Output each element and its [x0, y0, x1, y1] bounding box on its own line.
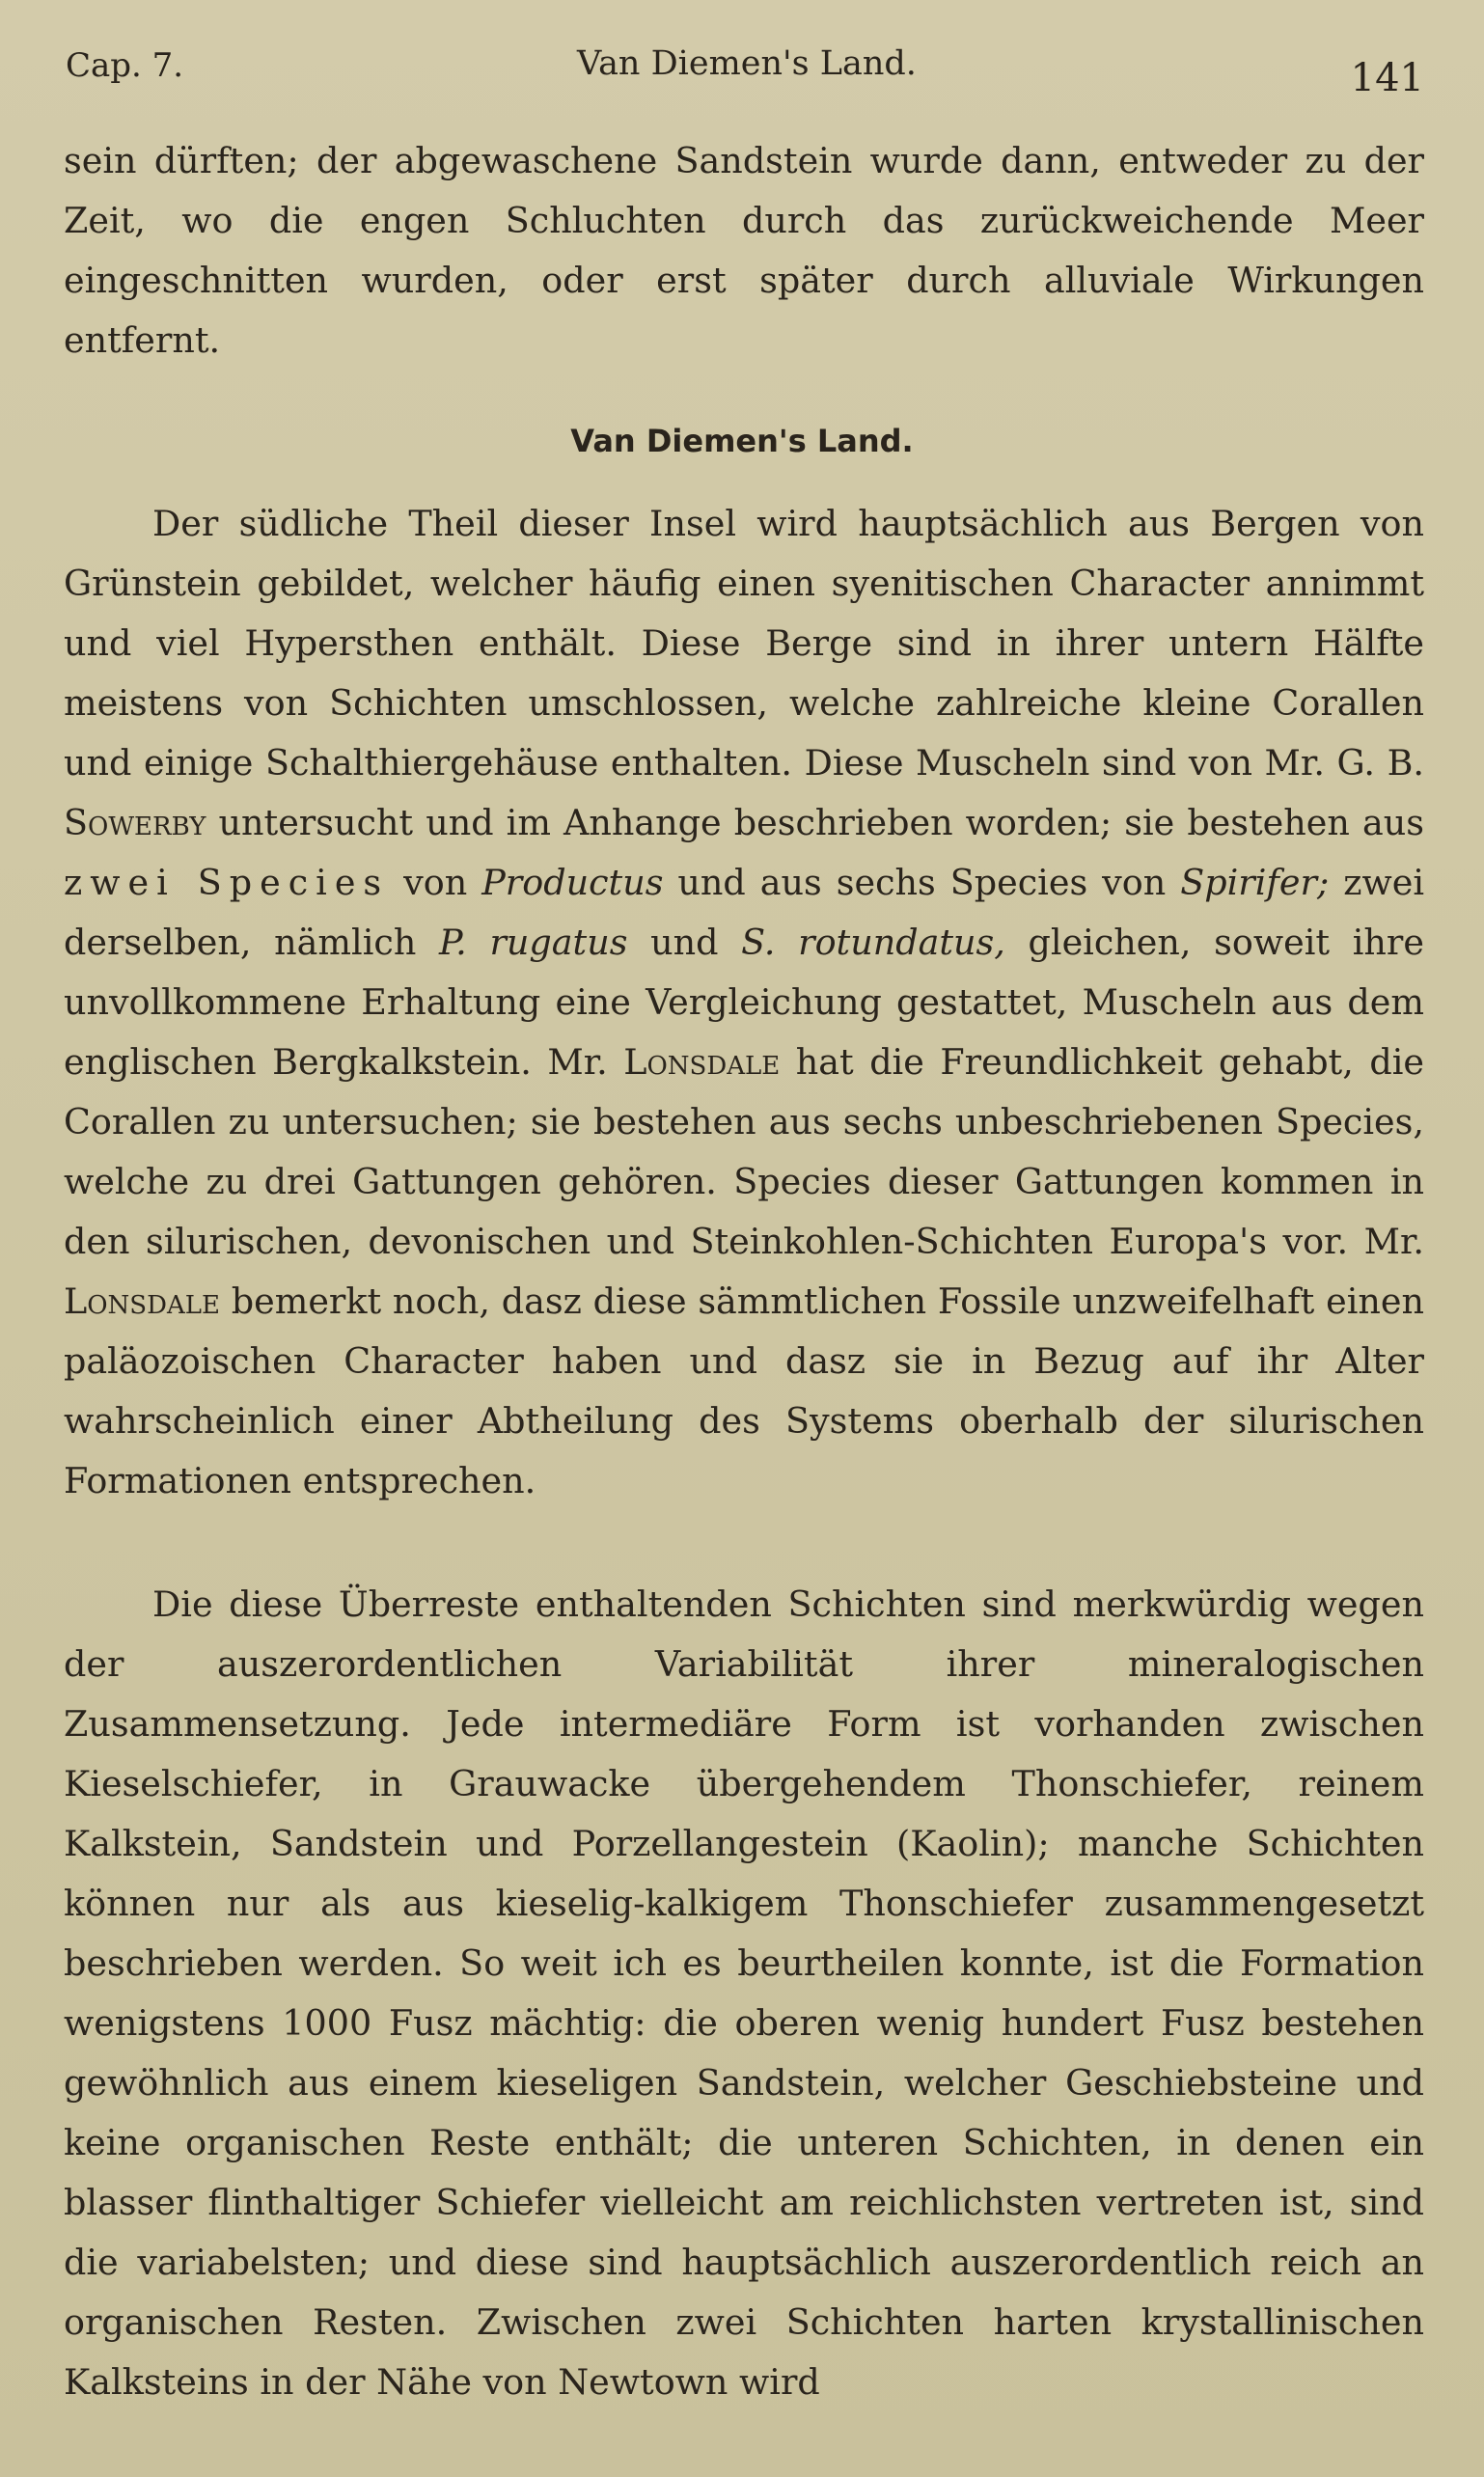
text-run: bemerkt noch, dasz diese sämmtlichen Fossile unzweifelhaft einen paläozoischen Character haben und dasz sie in Bezug auf ihr Alter wahrscheinlich einer Abtheilung des Systems oberhalb der silurischen Formationen entsprechen. [64, 1280, 1424, 1501]
author-name-lonsdale: Lonsdale [623, 1041, 781, 1083]
continued-paragraph: sein dürften; der abgewaschene Sandstein wurde dann, entweder zu der Zeit, wo die engen Schluchten durch das zurückweichende Meer eingeschnitten wurden, oder erst später durch alluviale Wirkungen entfernt. [64, 140, 1424, 361]
text-run: hat die Freundlichkeit gehabt, die Corallen zu untersuchen; sie bestehen aus sechs unbeschriebenen Species, welche zu drei Gattungen gehören. Species dieser Gattungen kommen in den silurischen, devonischen und Steinkohlen-Schichten Europa's vor. Mr. [64, 1041, 1424, 1262]
text-run: zwei derselben, nämlich [64, 862, 1424, 963]
page-header [66, 39, 1424, 106]
chapter-label: Cap. 7. [66, 46, 184, 85]
genus-spirifer: Spirifer; [1180, 862, 1330, 903]
species-p-rugatus: P. rugatus [439, 922, 628, 963]
section-heading: Van Diemen's Land. [570, 423, 914, 459]
text-run: und aus sechs Species von [663, 862, 1181, 903]
running-title: Van Diemen's Land. [577, 44, 917, 83]
text-run: von [389, 862, 482, 903]
genus-productus: Productus [481, 862, 664, 903]
author-name-lonsdale: Lonsdale [64, 1280, 220, 1322]
author-name-sowerby: Sowerby [64, 802, 206, 843]
page-number: 141 [1350, 56, 1424, 100]
spaced-emphasis: zwei Species [64, 862, 390, 903]
paragraph-strata: Die diese Überreste enthaltenden Schichten sind merkwürdig wegen der auszerordentlichen Variabilität ihrer mineralogischen Zusammensetzung. Jede intermediäre Form ist vorhanden zwischen Kieselschiefer, in Grauwacke übergehendem Thonschiefer, reinem Kalkstein, Sandstein und Porzellangestein (Kaolin); manche Schichten können nur als aus kieselig-kalkigem Thonschiefer zusammengesetzt beschrieben werden. So weit ich es beurtheilen konnte, ist die Formation wenigstens 1000 Fusz mächtig: die oberen wenig hundert Fusz bestehen gewöhnlich aus einem kieseligen Sandstein, welcher Geschiebsteine und keine organischen Reste enthält; die unteren Schichten, in denen ein blasser flinthaltiger Schiefer vielleicht am reichlichsten vertreten ist, sind die variabelsten; und diese sind hauptsächlich auszerordentlich reich an organischen Resten. Zwischen zwei Schichten harten krystallinischen Kalksteins in der Nähe von Newtown wird [64, 1583, 1424, 2403]
text-run: Der südliche Theil dieser Insel wird hauptsächlich aus Bergen von Grünstein gebildet, welcher häufig einen syenitischen Character annimmt und viel Hypersthen enthält. Diese Berge sind in ihrer untern Hälfte meistens von Schichten umschlossen, welche zahlreiche kleine Corallen und einige Schalthiergehäuse enthalten. Diese Muscheln sind von Mr. G. B. [64, 503, 1424, 784]
text-run: untersucht und im Anhange beschrieben worden; sie bestehen aus [206, 802, 1424, 843]
species-s-rotundatus: S. rotundatus, [741, 922, 1005, 963]
text-run: gleichen, soweit ihre unvollkommene Erhaltung eine Vergleichung gestattet, Muscheln aus dem englischen Bergkalkstein. Mr. [64, 922, 1424, 1083]
paragraph-van-diemens-land [64, 494, 1424, 1511]
text-run: und [627, 922, 742, 963]
